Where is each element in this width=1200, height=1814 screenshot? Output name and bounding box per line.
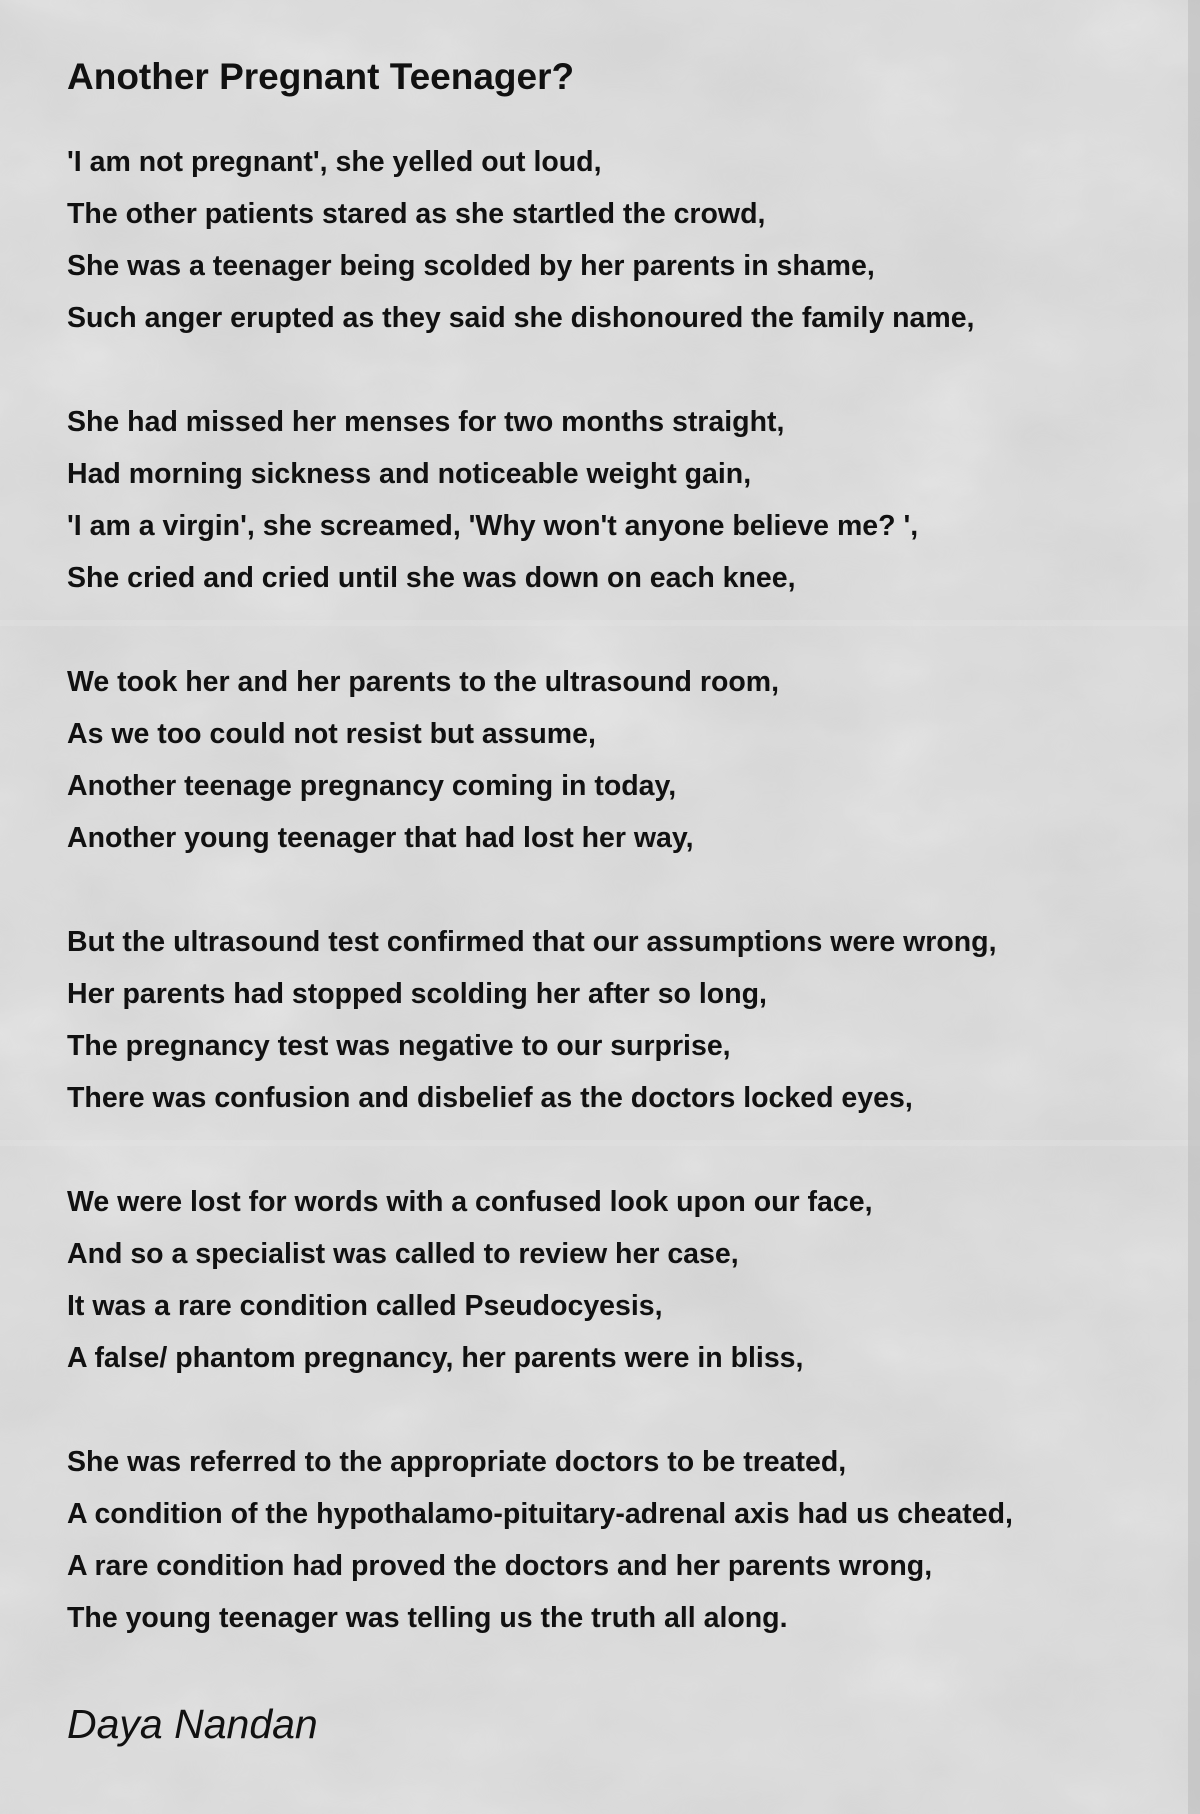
poem-line: She was referred to the appropriate doctors to be treated, [67,1446,847,1478]
poem-line: And so a specialist was called to review her case, [67,1238,739,1270]
poem-line: Such anger erupted as they said she dishonoured the family name, [67,302,975,334]
poem-line: We took her and her parents to the ultrasound room, [67,666,780,698]
poem-line: We were lost for words with a confused look upon our face, [67,1186,873,1218]
poem-container [67,52,1167,1752]
poem-line: It was a rare condition called Pseudocyesis, [67,1290,663,1322]
poem-line: The pregnancy test was negative to our surprise, [67,1030,731,1062]
poem-line: A condition of the hypothalamo-pituitary-adrenal axis had us cheated, [67,1498,1013,1530]
poem-line: As we too could not resist but assume, [67,718,596,750]
poem-line: Her parents had stopped scolding her after so long, [67,978,767,1010]
poem-line: Another teenage pregnancy coming in today, [67,770,677,802]
stanza-6 [67,1436,1167,1644]
poem-line: A false/ phantom pregnancy, her parents were in bliss, [67,1342,804,1374]
poem-author: Daya Nandan [67,1701,318,1747]
poem-line: But the ultrasound test confirmed that our assumptions were wrong, [67,926,997,958]
poem-line: 'I am not pregnant', she yelled out loud, [67,146,602,178]
stanza-3 [67,656,1167,864]
poem-line: 'I am a virgin', she screamed, 'Why won't anyone believe me? ', [67,510,919,542]
poem-line: She was a teenager being scolded by her parents in shame, [67,250,875,282]
poem-line: She had missed her menses for two months straight, [67,406,785,438]
poem-line: The young teenager was telling us the truth all along. [67,1602,788,1634]
poem-line: Another young teenager that had lost her way, [67,822,694,854]
poem-title: Another Pregnant Teenager? [67,56,575,97]
poem-line: A rare condition had proved the doctors and her parents wrong, [67,1550,933,1582]
stanza-4 [67,916,1167,1124]
poem-line: She cried and cried until she was down on each knee, [67,562,796,594]
poem-line: Had morning sickness and noticeable weight gain, [67,458,752,490]
stanza-1 [67,136,1167,344]
poem-line: There was confusion and disbelief as the doctors locked eyes, [67,1082,913,1114]
poem-line: The other patients stared as she startled the crowd, [67,198,766,230]
stanza-2 [67,396,1167,604]
stanza-5 [67,1176,1167,1384]
